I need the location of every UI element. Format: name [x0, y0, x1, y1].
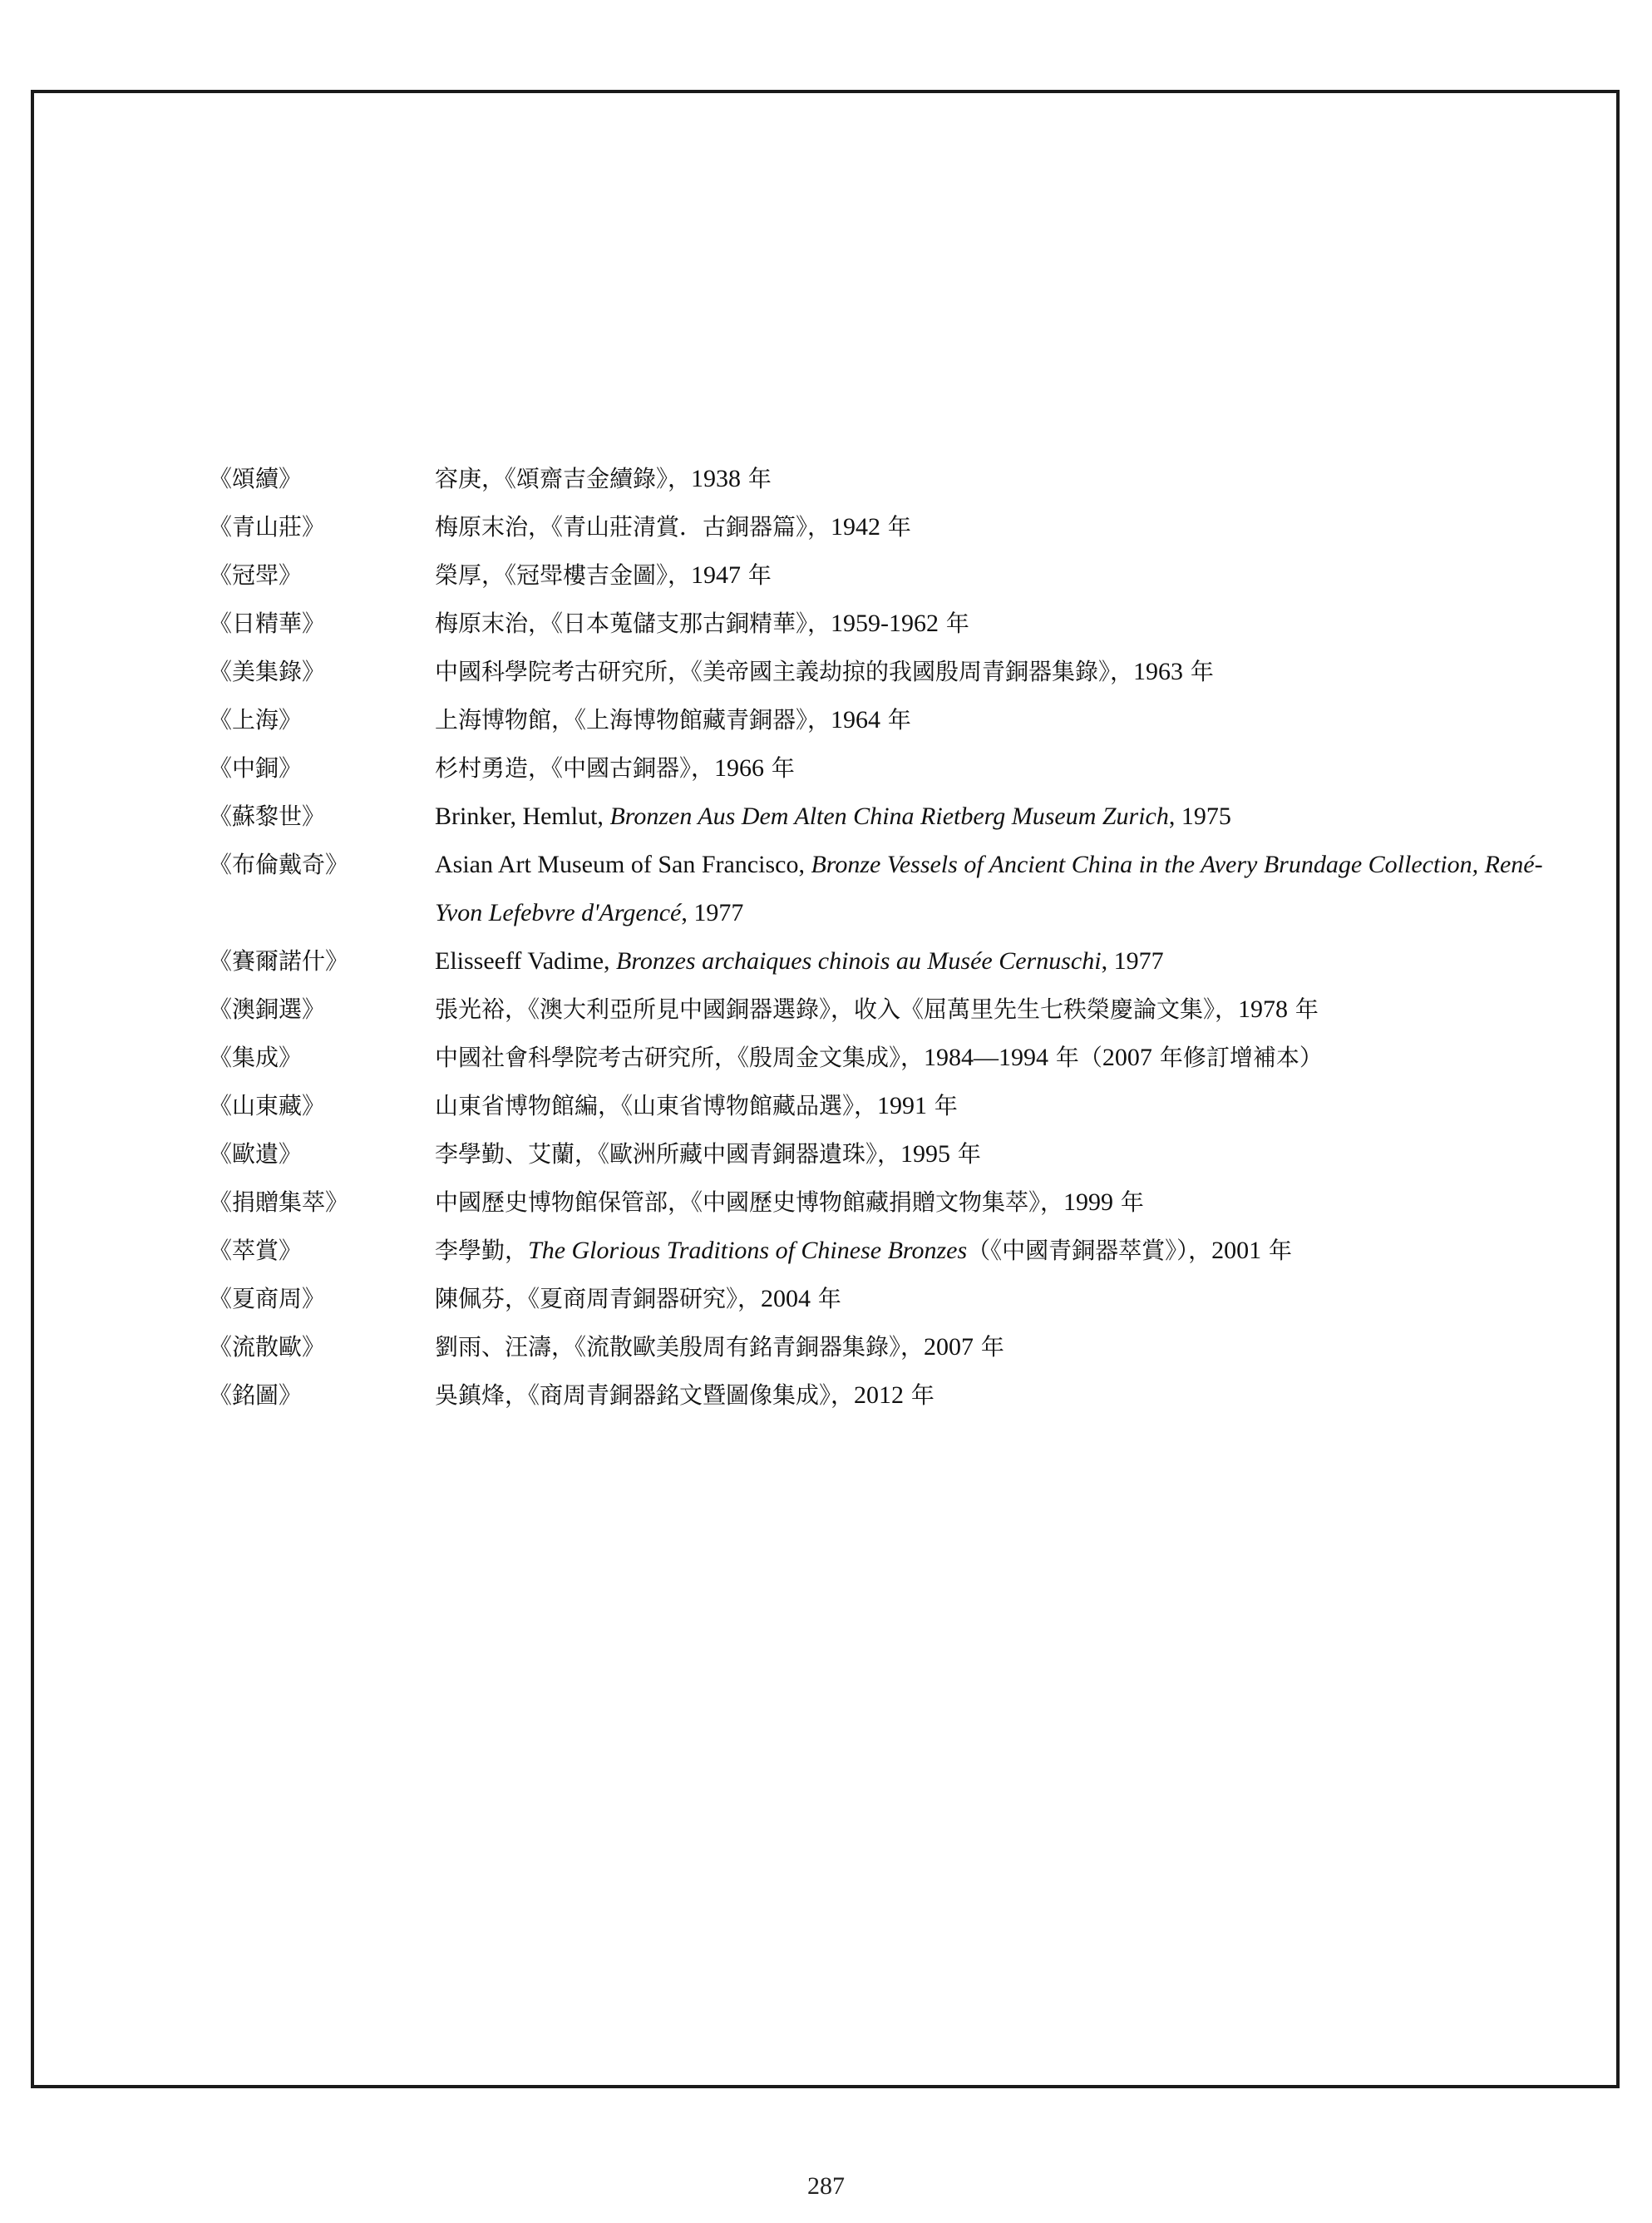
reference-citation: [435, 696, 1572, 744]
citation-text: , 1977: [1101, 947, 1164, 975]
citation-text: 2007: [1102, 1044, 1152, 1071]
abbreviation: 《集成》: [209, 1044, 303, 1071]
citation-text: 梅原末治，《青山莊清賞．古銅器篇》，: [435, 513, 831, 541]
citation-text: 中國科學院考古研究所，《美帝國主義劫掠的我國殷周青銅器集錄》，: [435, 658, 1134, 685]
abbreviation-list: [209, 455, 1572, 1420]
citation-text: 吳鎮烽，《商周青銅器銘文暨圖像集成》，: [435, 1381, 855, 1409]
citation-text: （《中國青銅器萃賞》），: [967, 1237, 1212, 1264]
abbreviation: 《美集錄》: [209, 658, 326, 685]
abbreviation: 《夏商周》: [209, 1285, 326, 1312]
citation-text: 年: [811, 1285, 841, 1312]
citation-text: 中國歷史博物館保管部，《中國歷史博物館藏捐贈文物集萃》，: [435, 1188, 1064, 1216]
abbreviation: 《流散歐》: [209, 1333, 326, 1361]
abbreviation-entry: [209, 696, 1572, 744]
abbreviation: 《蘇黎世》: [209, 803, 326, 830]
citation-text: 劉雨、汪濤，《流散歐美殷周有銘青銅器集錄》，: [435, 1333, 925, 1361]
abbreviation: 《頌續》: [209, 465, 303, 492]
book-title: Bronzen Aus Dem Alten China Rietberg Museum Zurich: [609, 803, 1169, 830]
page-number: 287: [807, 2172, 845, 2200]
abbreviation-entry: [209, 1371, 1572, 1420]
citation-text: 年: [927, 1092, 958, 1119]
citation-text: 上海博物館，《上海博物館藏青銅器》，: [435, 706, 831, 734]
abbreviation: 《歐遺》: [209, 1140, 303, 1168]
citation-text: 年: [880, 513, 911, 541]
citation-text: 年: [1288, 995, 1319, 1023]
reference-citation: [435, 986, 1572, 1034]
abbreviation-entry: [209, 551, 1572, 600]
reference-citation: [435, 648, 1572, 696]
citation-text: 年: [880, 706, 911, 734]
abbreviation: 《澳銅選》: [209, 995, 326, 1023]
abbreviation: 《銘圖》: [209, 1381, 303, 1409]
citation-text: 梅原末治，《日本蒐儲支那古銅精華》，: [435, 610, 831, 637]
citation-text: 陳佩芬，《夏商周青銅器研究》，: [435, 1285, 762, 1312]
citation-text: 中國社會科學院考古研究所，《殷周金文集成》，: [435, 1044, 925, 1071]
citation-text: 年: [939, 610, 969, 637]
citation-text: 1963: [1133, 658, 1184, 685]
citation-text: Elisseeff Vadime,: [435, 947, 617, 975]
citation-text: , 1977: [681, 899, 744, 926]
abbreviation: 《上海》: [209, 706, 303, 734]
reference-citation: [435, 793, 1572, 841]
abbreviation-entry: [209, 1275, 1572, 1323]
citation-text: 1959-1962: [831, 610, 939, 637]
citation-text: 李學勤、艾蘭，《歐洲所藏中國青銅器遺珠》，: [435, 1140, 901, 1168]
abbreviation-entry: [209, 744, 1572, 793]
abbreviation-entry: [209, 937, 1572, 986]
reference-citation: [435, 455, 1572, 503]
citation-text: 年: [1261, 1237, 1293, 1264]
citation-text: 容庚，《頌齋吉金續錄》，: [435, 465, 692, 492]
reference-citation: [435, 1178, 1572, 1227]
abbreviation: 《中銅》: [209, 754, 303, 782]
citation-text: 2004: [761, 1285, 811, 1312]
citation-text: 1942: [831, 513, 881, 541]
abbreviation-entry: [209, 1130, 1572, 1178]
reference-citation: [435, 1371, 1572, 1420]
book-title: Bronze Vessels of Ancient China in the Avery Brundage Collection, René-Yvon Lefebvre d'Argencé: [435, 851, 1543, 926]
citation-text: 年（: [1048, 1044, 1102, 1071]
citation-text: 榮厚，《冠斝樓吉金圖》，: [435, 561, 692, 589]
citation-text: Asian Art Museum of San Francisco,: [435, 851, 811, 878]
citation-text: 張光裕，《澳大利亞所見中國銅器選錄》，收入《屈萬里先生七秩榮慶論文集》，: [435, 995, 1239, 1023]
abbreviation-entry: [209, 1227, 1572, 1275]
citation-text: 李學勤，: [435, 1237, 529, 1264]
citation-text: 年: [741, 465, 772, 492]
abbreviation: 《賽爾諾什》: [209, 947, 349, 975]
reference-citation: [435, 1130, 1572, 1178]
citation-text: 杉村勇造，《中國古銅器》，: [435, 754, 715, 782]
book-title: Bronzes archaiques chinois au Musée Cernuschi: [616, 947, 1102, 975]
citation-text: 2012: [854, 1381, 905, 1409]
reference-citation: [435, 503, 1572, 551]
citation-text: 年: [950, 1140, 981, 1168]
abbreviation-entry: [209, 455, 1572, 503]
citation-text: 年: [904, 1381, 934, 1409]
citation-text: , 1975: [1168, 803, 1231, 830]
reference-citation: [435, 600, 1572, 648]
abbreviation-entry: [209, 503, 1572, 551]
abbreviation-entry: [209, 600, 1572, 648]
citation-text: 山東省博物館編，《山東省博物館藏品選》，: [435, 1092, 878, 1119]
reference-citation: [435, 744, 1572, 793]
citation-text: 1984—1994: [924, 1044, 1049, 1071]
abbreviation: 《山東藏》: [209, 1092, 326, 1119]
abbreviation: 《布倫戴奇》: [209, 851, 349, 878]
reference-citation: [435, 1034, 1572, 1082]
abbreviation-entry: [209, 1034, 1572, 1082]
citation-text: 1964: [831, 706, 881, 734]
abbreviation-entry: [209, 648, 1572, 696]
citation-text: 年: [764, 754, 795, 782]
book-title: The Glorious Traditions of Chinese Bronzes: [528, 1237, 968, 1264]
abbreviation-entry: [209, 1323, 1572, 1371]
abbreviation-entry: [209, 793, 1572, 841]
citation-text: 1978: [1238, 995, 1289, 1023]
citation-text: 1966: [714, 754, 765, 782]
abbreviation-entry: [209, 841, 1572, 937]
reference-citation: [435, 1275, 1572, 1323]
citation-text: 年: [741, 561, 772, 589]
citation-text: 1991: [877, 1092, 928, 1119]
reference-citation: [435, 841, 1572, 937]
citation-text: 2007: [924, 1333, 974, 1361]
citation-text: 1938: [691, 465, 742, 492]
reference-citation: [435, 1323, 1572, 1371]
citation-text: 1947: [691, 561, 742, 589]
reference-citation: [435, 551, 1572, 600]
citation-text: 年修訂增補本）: [1151, 1044, 1323, 1071]
abbreviation-entry: [209, 1178, 1572, 1227]
citation-text: 年: [1113, 1188, 1144, 1216]
abbreviation: 《日精華》: [209, 610, 326, 637]
citation-text: 年: [1183, 658, 1214, 685]
abbreviation: 《捐贈集萃》: [209, 1188, 349, 1216]
abbreviation-entry: [209, 1082, 1572, 1130]
abbreviation-entry: [209, 986, 1572, 1034]
reference-citation: [435, 937, 1572, 986]
citation-text: 年: [974, 1333, 1004, 1361]
citation-text: 1995: [900, 1140, 951, 1168]
citation-text: Brinker, Hemlut,: [435, 803, 610, 830]
abbreviation: 《冠斝》: [209, 561, 303, 589]
citation-text: 2001: [1211, 1237, 1262, 1264]
reference-citation: [435, 1082, 1572, 1130]
abbreviation: 《青山莊》: [209, 513, 326, 541]
abbreviation: 《萃賞》: [209, 1237, 303, 1264]
citation-text: 1999: [1063, 1188, 1114, 1216]
reference-citation: [435, 1227, 1572, 1275]
page-frame: [31, 90, 1620, 2088]
